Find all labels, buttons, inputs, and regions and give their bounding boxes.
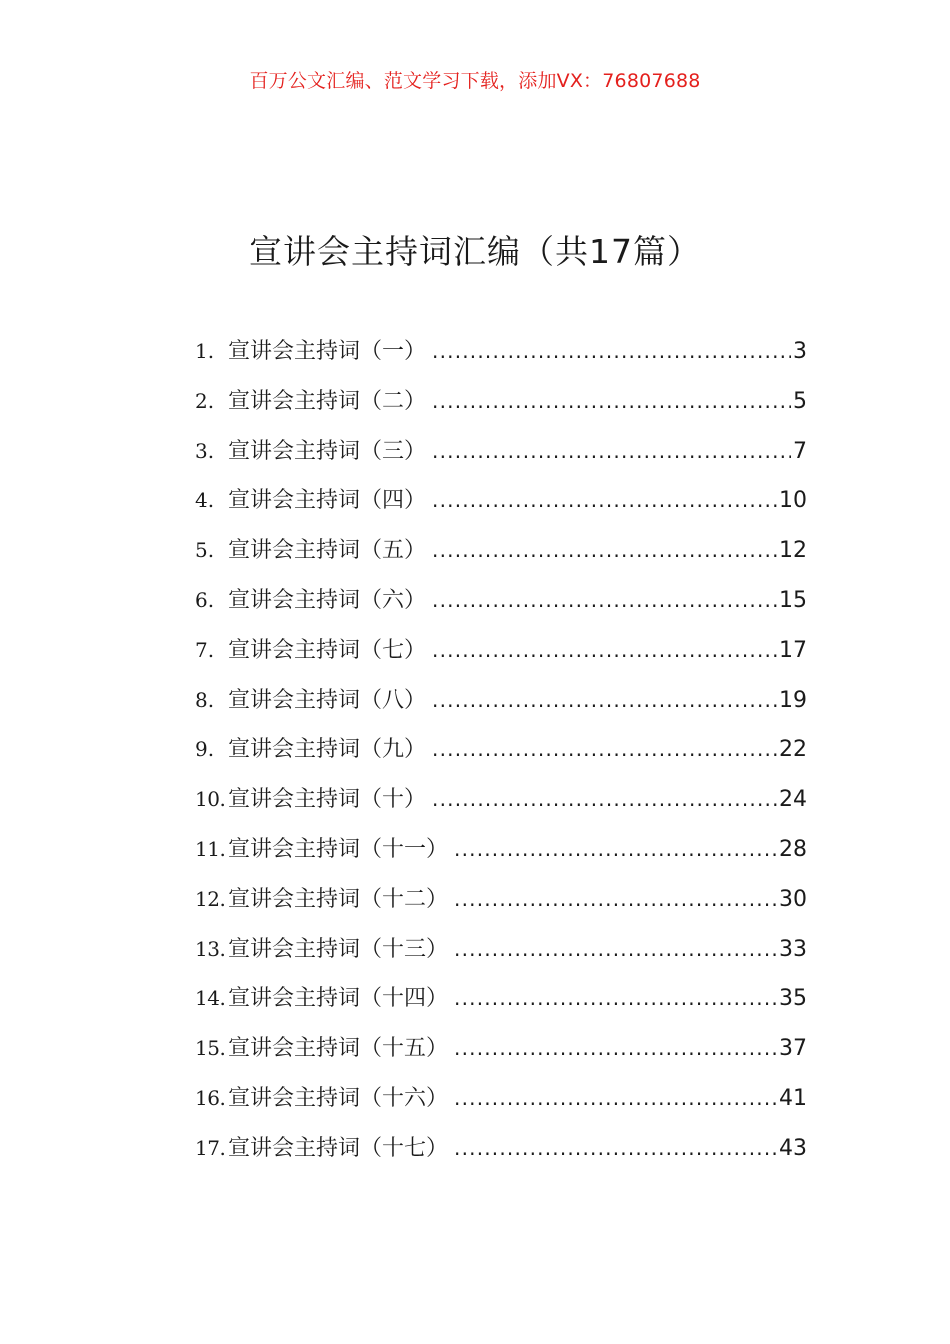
toc-entry-page: 17 bbox=[779, 637, 807, 663]
toc-leader-dots bbox=[454, 1036, 777, 1060]
toc-leader-dots bbox=[454, 887, 777, 911]
toc-leader-dots bbox=[454, 1136, 777, 1160]
toc-entry-label: 宣讲会主持词（八） bbox=[228, 687, 427, 713]
toc-entry-number: 4. bbox=[195, 488, 215, 513]
toc-entry-label: 宣讲会主持词（七） bbox=[228, 637, 427, 663]
toc-entry[interactable] bbox=[195, 683, 807, 733]
toc-entry-number: 11. bbox=[195, 836, 226, 861]
toc-entry-number: 13. bbox=[195, 936, 226, 961]
toc-entry[interactable] bbox=[195, 483, 807, 533]
toc-leader-dots bbox=[432, 488, 777, 512]
document-title: 宣讲会主持词汇编（共17篇） bbox=[249, 232, 701, 271]
toc-entry[interactable] bbox=[195, 1031, 807, 1081]
toc-entry-label: 宣讲会主持词（十三） bbox=[228, 936, 449, 962]
toc-entry-page: 7 bbox=[793, 438, 807, 464]
toc-leader-dots bbox=[432, 638, 777, 662]
toc-entry-page: 24 bbox=[779, 787, 807, 813]
toc-entry[interactable] bbox=[195, 882, 807, 932]
toc-entry-number: 5. bbox=[195, 538, 215, 563]
toc-entry-page: 22 bbox=[779, 737, 807, 763]
toc-entry-number: 12. bbox=[195, 886, 226, 911]
toc-entry-label: 宣讲会主持词（三） bbox=[228, 438, 427, 464]
toc-entry-label: 宣讲会主持词（十二） bbox=[228, 886, 449, 912]
header-notice: 百万公文汇编、范文学习下载，添加VX：76807688 bbox=[249, 70, 701, 92]
toc-entry-number: 16. bbox=[195, 1085, 226, 1110]
toc-entry-label: 宣讲会主持词（十） bbox=[228, 787, 427, 813]
toc-entry-label: 宣讲会主持词（九） bbox=[228, 737, 427, 763]
toc-entry-number: 17. bbox=[195, 1135, 226, 1160]
toc-entry-page: 5 bbox=[793, 388, 807, 414]
toc-entry-label: 宣讲会主持词（十六） bbox=[228, 1085, 449, 1111]
toc-leader-dots bbox=[454, 1086, 777, 1110]
toc-leader-dots bbox=[432, 538, 777, 562]
toc-entry[interactable] bbox=[195, 732, 807, 782]
toc-entry[interactable] bbox=[195, 334, 807, 384]
toc-entry[interactable] bbox=[195, 434, 807, 484]
toc-entry-label: 宣讲会主持词（五） bbox=[228, 538, 427, 564]
toc-entry-page: 41 bbox=[779, 1085, 807, 1111]
toc-entry-page: 12 bbox=[779, 538, 807, 564]
toc-leader-dots bbox=[432, 688, 777, 712]
table-of-contents bbox=[195, 334, 807, 1181]
toc-entry-number: 8. bbox=[195, 687, 215, 712]
toc-entry-label: 宣讲会主持词（十五） bbox=[228, 1036, 449, 1062]
toc-entry[interactable] bbox=[195, 932, 807, 982]
toc-entry-page: 15 bbox=[779, 587, 807, 613]
toc-entry-label: 宣讲会主持词（六） bbox=[228, 587, 427, 613]
toc-entry-page: 43 bbox=[779, 1135, 807, 1161]
toc-entry-number: 9. bbox=[195, 737, 215, 762]
toc-entry-label: 宣讲会主持词（四） bbox=[228, 488, 427, 514]
toc-leader-dots bbox=[432, 339, 791, 363]
toc-leader-dots bbox=[454, 837, 777, 861]
toc-leader-dots bbox=[432, 439, 791, 463]
toc-leader-dots bbox=[432, 588, 777, 612]
toc-entry[interactable] bbox=[195, 633, 807, 683]
toc-entry-number: 14. bbox=[195, 986, 226, 1011]
toc-entry[interactable] bbox=[195, 1081, 807, 1131]
toc-entry-number: 7. bbox=[195, 637, 215, 662]
toc-entry-page: 28 bbox=[779, 836, 807, 862]
toc-entry-page: 33 bbox=[779, 936, 807, 962]
toc-entry-label: 宣讲会主持词（一） bbox=[228, 339, 427, 364]
toc-entry-label: 宣讲会主持词（二） bbox=[228, 388, 427, 414]
toc-entry[interactable] bbox=[195, 583, 807, 633]
toc-entry-page: 35 bbox=[779, 986, 807, 1012]
toc-entry-number: 2. bbox=[195, 388, 215, 413]
toc-leader-dots bbox=[454, 986, 777, 1010]
toc-entry-number: 15. bbox=[195, 1036, 226, 1061]
toc-entry-label: 宣讲会主持词（十一） bbox=[228, 836, 449, 862]
toc-entry[interactable] bbox=[195, 832, 807, 882]
toc-entry-page: 30 bbox=[779, 886, 807, 912]
toc-entry-page: 10 bbox=[779, 488, 807, 514]
toc-entry-number: 1. bbox=[195, 339, 215, 363]
toc-entry[interactable] bbox=[195, 384, 807, 434]
toc-entry-label: 宣讲会主持词（十七） bbox=[228, 1135, 449, 1161]
toc-entry-number: 10. bbox=[195, 787, 226, 812]
toc-leader-dots bbox=[432, 737, 777, 761]
toc-entry-page: 3 bbox=[793, 339, 807, 364]
toc-entry[interactable] bbox=[195, 981, 807, 1031]
toc-entry-page: 19 bbox=[779, 687, 807, 713]
toc-entry[interactable] bbox=[195, 782, 807, 832]
toc-entry-number: 3. bbox=[195, 438, 215, 463]
toc-leader-dots bbox=[432, 787, 777, 811]
toc-entry[interactable] bbox=[195, 1131, 807, 1181]
toc-entry-page: 37 bbox=[779, 1036, 807, 1062]
toc-leader-dots bbox=[454, 937, 777, 961]
toc-entry-label: 宣讲会主持词（十四） bbox=[228, 986, 449, 1012]
toc-entry[interactable] bbox=[195, 533, 807, 583]
toc-leader-dots bbox=[432, 389, 791, 413]
toc-entry-number: 6. bbox=[195, 587, 215, 612]
